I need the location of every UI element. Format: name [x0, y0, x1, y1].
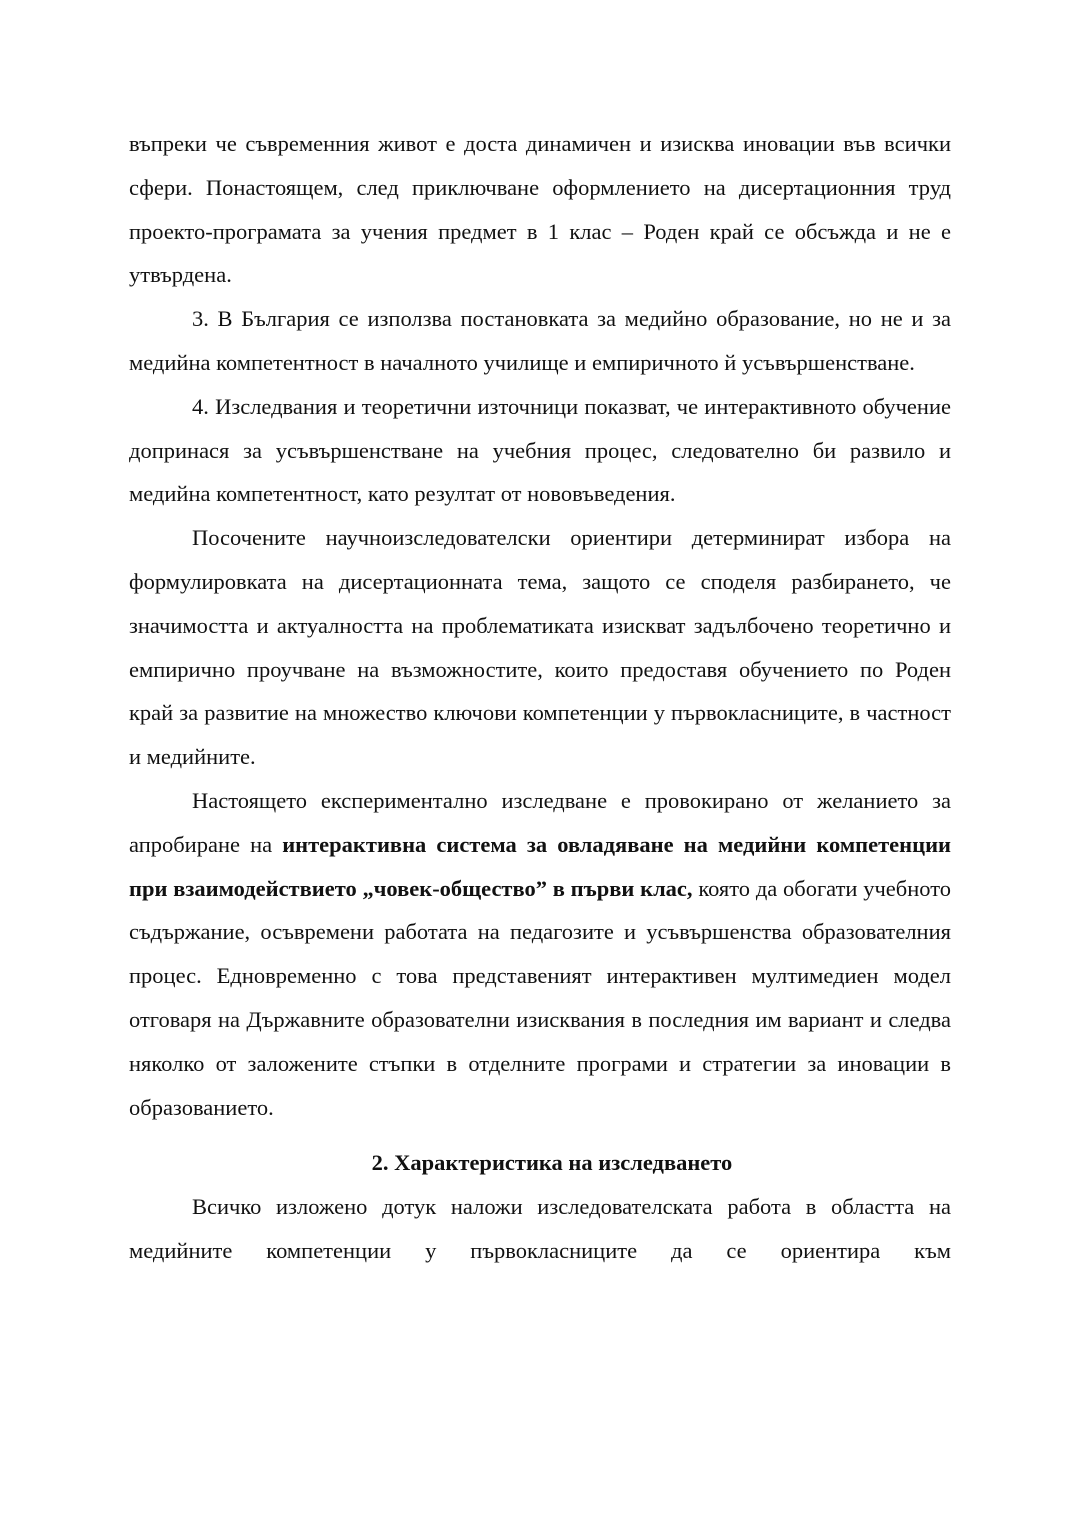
paragraph-experiment-tail: която да обогати учебното съдържание, осъвремени работата на педагозите и усъвършенства образователния процес. Едновременно с това представеният интерактивен мултимедиен модел отговаря на Държавните образователни изисквания в последния им вариант и следва няколко от заложените стъпки в отделните програми и стратегии за иновации в образованието.: [129, 875, 951, 1120]
list-item-3: 3. В България се използва постановката за медийно образование, но не и за медийна компетентност в началното училище и емпиричното й усъвършенстване.: [129, 306, 951, 375]
list-item-4: 4. Изследвания и теоретични източници показват, че интерактивното обучение допринася за усъвършенстване на учебния процес, следователно би развило и медийна компетентност, като резултат от нововъведения.: [129, 393, 951, 507]
paragraph-section-start: Всичко изложено дотук наложи изследователската работа в областта на медийните компетенции у първокласниците да се ориентира към: [129, 1194, 951, 1263]
document-page: [129, 122, 951, 1273]
section-heading: 2. Характеристика на изследването: [371, 1150, 733, 1176]
paragraph-experiment: [129, 779, 951, 1129]
paragraph-continuation: въпреки че съвременния живот е доста динамичен и изисква иновации във всички сфери. Понастоящем, след приключване оформлението на дисертационния труд проекто-програмата за учения предмет в 1 клас – Роден край се обсъжда и не е утвърдена.: [129, 131, 951, 288]
paragraph-experiment-lead: Настоящето експериментално изследване е провокирано от желанието за апробиране на: [129, 787, 951, 857]
paragraph-experiment-bold: интерактивна система за овладяване на медийни компетенции при взаимодействието „човек-общество” в първи клас,: [129, 831, 951, 901]
paragraph-orientations: Посочените научноизследователски ориентири детерминират избора на формулировката на дисертационната тема, защото се споделя разбирането, че значимостта и актуалността на проблематиката изискват задълбочено теоретично и емпирично проучване на възможностите, които предоставя обучението по Роден край за развитие на множество ключови компетенции у първокласниците, в частност и медийните.: [129, 525, 951, 770]
